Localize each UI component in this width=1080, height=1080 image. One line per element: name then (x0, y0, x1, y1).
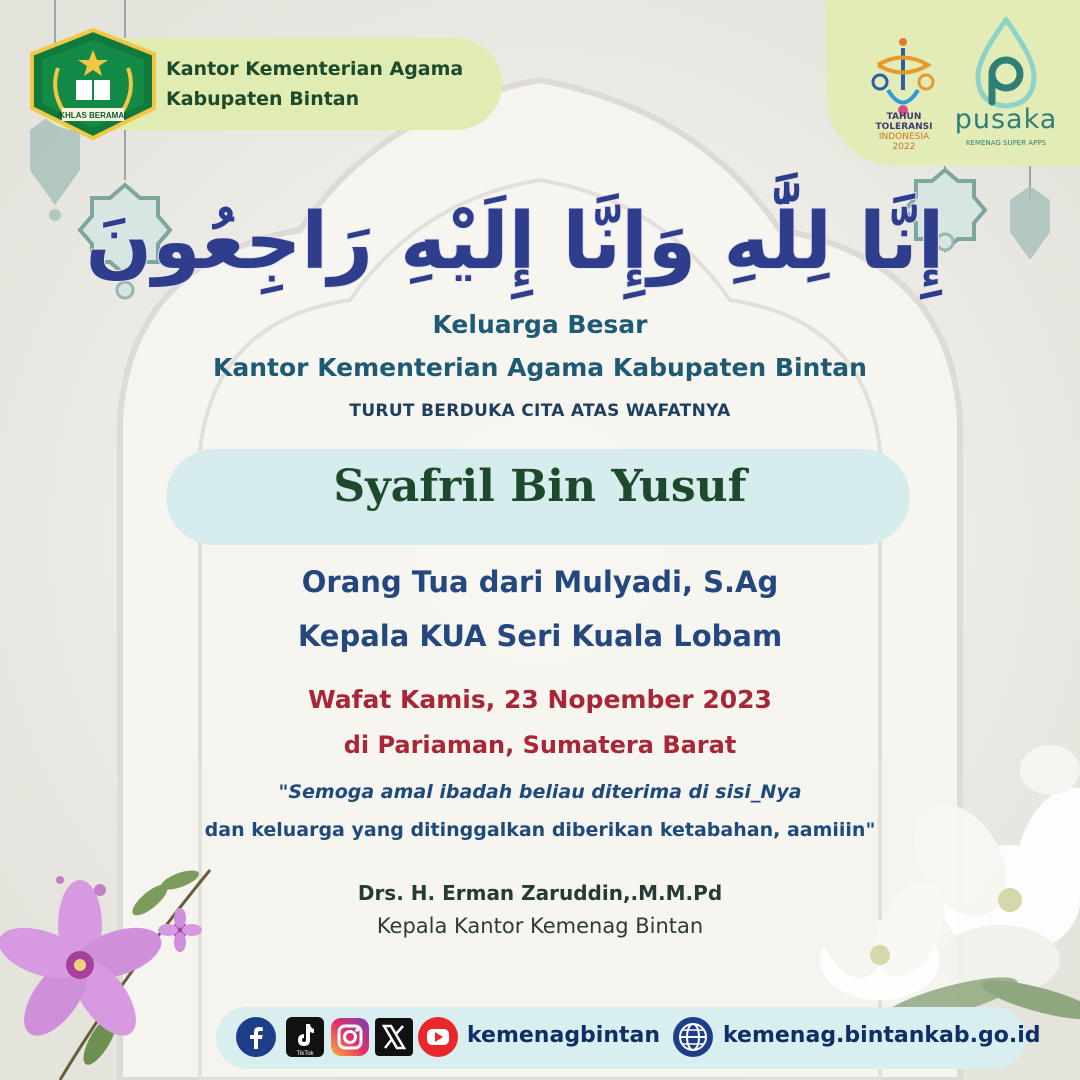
tt-line3: INDONESIA (878, 132, 930, 142)
pusaka-tagline: KEMENAG SUPER APPS (965, 139, 1046, 147)
signer-title: Kepala Kantor Kemenag Bintan (376, 914, 704, 938)
condolence-heading: TURUT BERDUKA CITA ATAS WAFATNYA (349, 401, 731, 421)
org-name-line2: Kabupaten Bintan (166, 88, 360, 110)
office-heading: Kantor Kementerian Agama Kabupaten Bintan (213, 353, 867, 382)
prayer-line-2: dan keluarga yang ditinggalkan diberikan ketabahan, aamiiin" (204, 819, 876, 841)
death-date: Wafat Kamis, 23 Nopember 2023 (308, 685, 772, 714)
youtube-icon[interactable] (418, 1017, 458, 1057)
prayer-line-1: "Semoga amal ibadah beliau diterima di sisi_Nya (278, 781, 802, 803)
arabic-calligraphy (85, 150, 945, 310)
tahun-toleransi-text (848, 112, 960, 152)
calligraphy-text: إِنَّا لِلَّٰهِ وَإِنَّا إِلَيْهِ رَاجِعُونَ (85, 197, 945, 287)
logo-motto: IKHLAS BERAMAL (57, 111, 129, 120)
tiktok-icon[interactable] (285, 1017, 325, 1057)
org-name-line1: Kantor Kementerian Agama (166, 58, 464, 80)
tt-line1: TAHUN (886, 112, 922, 122)
relation-line-1: Orang Tua dari Mulyadi, S.Ag (301, 565, 779, 599)
instagram-icon[interactable] (330, 1017, 370, 1057)
tt-line4: 2022 (892, 142, 916, 152)
tiktok-label: TikTok (296, 1051, 314, 1057)
signer-name: Drs. H. Erman Zaruddin,.M.M.Pd (357, 881, 723, 905)
website-link[interactable]: kemenag.bintankab.go.id (723, 1023, 1041, 1048)
tt-line2: TOLERANSI (875, 122, 933, 132)
org-name (166, 54, 463, 114)
pusaka-wordmark: pusaka (954, 104, 1058, 135)
family-heading: Keluarga Besar (432, 310, 648, 339)
death-place: di Pariaman, Sumatera Barat (343, 731, 737, 759)
social-handle[interactable]: kemenagbintan (467, 1023, 661, 1048)
relation-line-2: Kepala KUA Seri Kuala Lobam (297, 619, 783, 653)
globe-icon[interactable] (673, 1017, 713, 1057)
deceased-name: Syafril Bin Yusuf (333, 461, 747, 512)
x-icon[interactable] (374, 1017, 414, 1057)
kemenag-logo (28, 28, 158, 140)
facebook-icon[interactable] (236, 1017, 276, 1057)
